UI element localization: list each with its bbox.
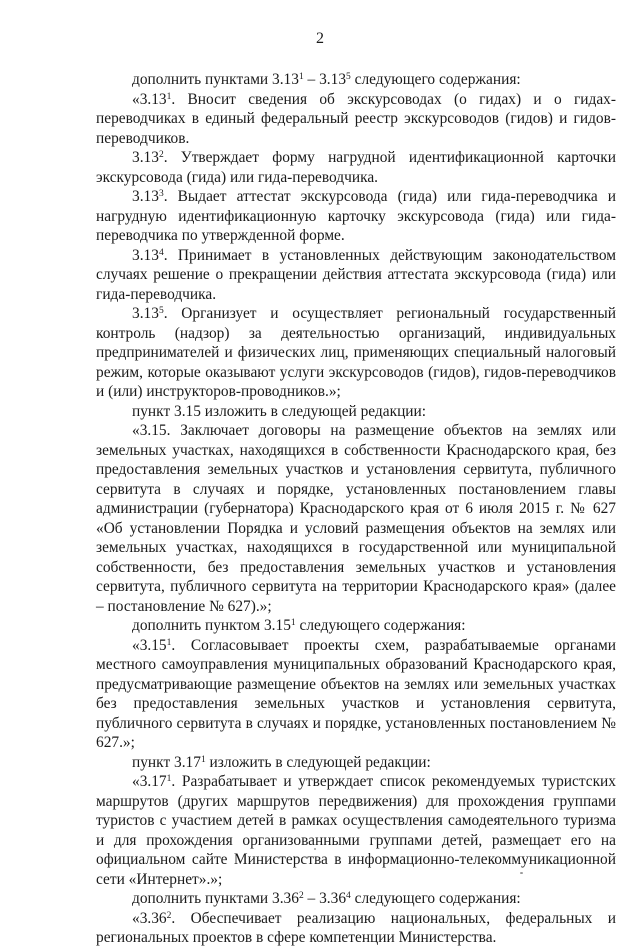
paragraph: [96, 636, 616, 753]
paragraph: [96, 772, 616, 889]
paragraph-text: «3.36: [132, 909, 167, 927]
paragraph: [96, 402, 616, 422]
paragraph: [96, 889, 616, 909]
superscript-index: 5: [346, 72, 351, 82]
superscript-index: 1: [298, 72, 304, 82]
superscript-index: 1: [200, 754, 206, 765]
paragraph: [96, 304, 616, 402]
paragraph-text: следующего содержания:: [350, 890, 521, 907]
paragraph-text: – 3.36: [303, 890, 347, 907]
paragraph: [96, 246, 616, 305]
paragraph: [96, 90, 616, 149]
paragraph-text: 3.13: [132, 305, 159, 322]
page-number: 2: [316, 30, 324, 47]
superscript-index: 4: [158, 247, 164, 258]
paragraph-text: 3.13: [132, 188, 159, 205]
paragraph: [96, 148, 616, 187]
document-body: [96, 70, 616, 948]
superscript-index: 2: [166, 910, 172, 921]
scan-speck: [520, 872, 523, 874]
paragraph-text: пункт 3.15 изложить в следующей редакции:: [132, 402, 427, 420]
paragraph-text: 3.13: [132, 246, 159, 264]
scan-speck: [314, 848, 316, 850]
paragraph-text: . Принимает в установленных действующим законодательством случаях решение о прекращении действия аттестата экскурсовода (гида) или гида-переводчика.: [96, 246, 616, 303]
superscript-index: 2: [298, 891, 304, 901]
paragraph-text: . Обеспечивает реализацию национальных, федеральных и региональных проектов в сфере компетенции Министерства.: [96, 909, 616, 946]
paragraph-text: . Согласовывает проекты схем, разрабатываемые органами местного самоуправления муниципальных образований Краснодарского края, предусматривающие размещение объектов на землях или земельных участках без предоставления земельных участков и установления сервитута, публичного сервитута в случаях и порядке, установленных постановлением № 627.»;: [96, 636, 616, 751]
superscript-index: 2: [158, 150, 164, 160]
paragraph-text: . Выдает аттестат экскурсовода (гида) или гида-переводчика и нагрудную идентификационную карточку экскурсовода (гида) или гида-переводчика по утвержденной форме.: [96, 188, 616, 244]
paragraph-text: следующего содержания:: [295, 617, 466, 634]
paragraph-text: . Разрабатывает и утверждает список рекомендуемых туристских маршрутов (других маршрутов передвижения) для прохождения группами туристов с участием детей в рамках осуществления самодеятельного туризма и для прохождения организованными группами детей, размещает его на официальном сайте Министерства в информационно-телекоммуникационной сети «Интернет».»;: [96, 773, 616, 888]
superscript-index: 1: [166, 91, 172, 102]
superscript-index: 3: [158, 189, 164, 199]
paragraph-text: «3.15: [132, 636, 167, 654]
paragraph: [96, 421, 616, 616]
paragraph-text: пункт 3.17: [132, 753, 201, 771]
paragraph-text: следующего содержания:: [350, 71, 521, 88]
paragraph: [96, 909, 616, 948]
paragraph-text: – 3.13: [303, 71, 347, 88]
superscript-index: 5: [158, 306, 164, 316]
superscript-index: 1: [290, 618, 296, 628]
paragraph-text: 3.13: [132, 149, 159, 166]
superscript-index: 4: [346, 891, 351, 901]
superscript-index: 1: [166, 637, 172, 648]
paragraph-text: дополнить пунктами 3.36: [132, 890, 299, 907]
paragraph: [96, 187, 616, 246]
paragraph-text: «3.15. Заключает договоры на размещение объектов на землях или земельных участках, находящихся в собственности Краснодарского края, без предоставления земельных участков и установления сервитута, публичного сервитута в случаях и порядке, установленных постановлением главы администрации (губернатора) Краснодарского края от 6 июля 2015 г. № 627 «Об установлении Порядка и условий размещения объектов на землях или земельных участках, находящихся в государственной или муниципальной собственности, без предоставления земельных участков и установления сервитута, публичного сервитута на территории Краснодарского края» (далее – постановление № 627).»;: [96, 422, 616, 615]
superscript-index: 1: [166, 774, 172, 784]
paragraph-text: . Организует и осуществляет региональный государственный контроль (надзор) за деятельностью организаций, индивидуальных предпринимателей и физических лиц, применяющих специальный налоговый режим, которые оказывают услуги экскурсоводов (гидов), гидов-переводчиков и (или) инструкторов-проводников.»;: [96, 305, 616, 400]
paragraph-text: изложить в следующей редакции:: [205, 753, 431, 771]
paragraph-text: дополнить пунктами 3.13: [132, 71, 299, 88]
paragraph: [96, 70, 616, 90]
paragraph-text: «3.13: [132, 90, 167, 108]
paragraph-text: . Утверждает форму нагрудной идентификационной карточки экскурсовода (гида) или гида-переводчика.: [96, 149, 616, 186]
paragraph: [96, 616, 616, 636]
paragraph: [96, 753, 616, 773]
paragraph-text: дополнить пунктом 3.15: [132, 617, 291, 634]
paragraph-text: «3.17: [132, 773, 167, 790]
paragraph-text: . Вносит сведения об экскурсоводах (о гидах) и о гидах-переводчиках в единый федеральный реестр экскурсоводов (гидов) и гидов-переводчиков.: [96, 90, 616, 147]
